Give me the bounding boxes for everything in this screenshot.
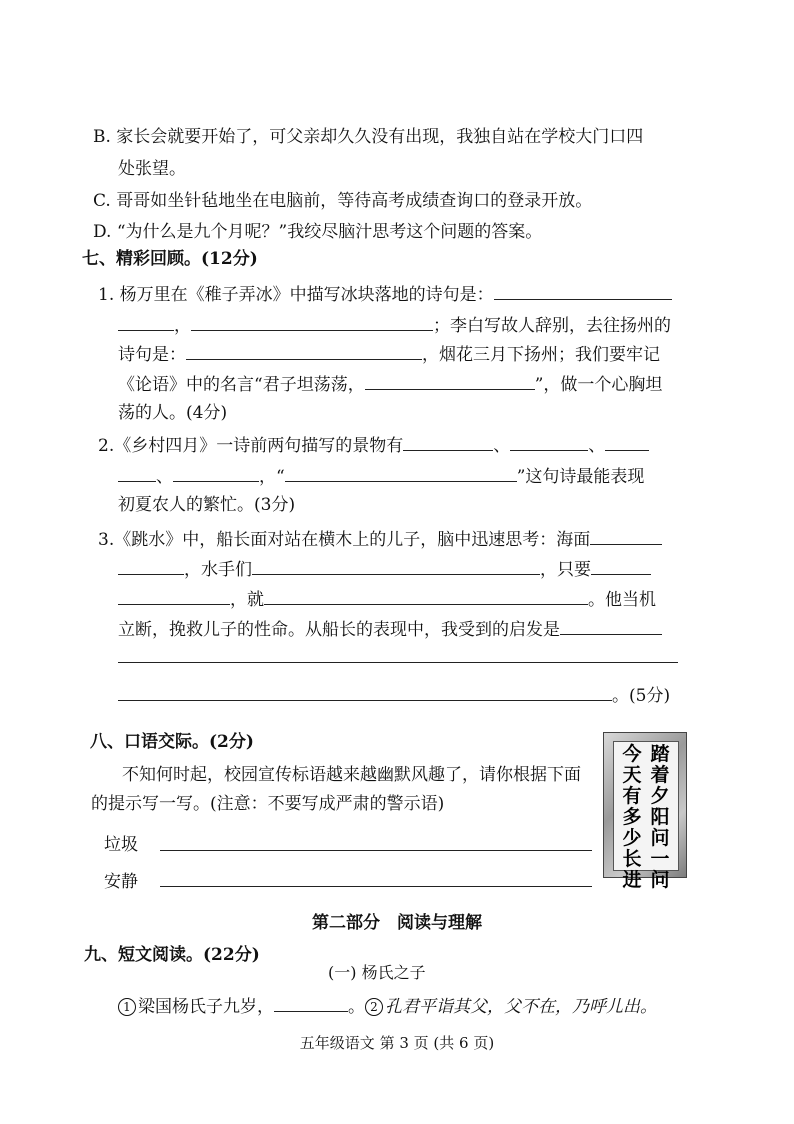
q3-line3-a: ，就 bbox=[230, 590, 264, 610]
option-b-line1: B. 家长会就要开始了，可父亲却久久没有出现，我独自站在学校大门口四 bbox=[93, 127, 644, 147]
garbage-answer-line[interactable] bbox=[160, 850, 592, 851]
passage-text-a: 梁国杨氏子九岁， bbox=[138, 997, 274, 1017]
q3-line3-b: 。他当机 bbox=[588, 590, 656, 610]
q1-line4-end: ”，做一个心胸坦 bbox=[534, 375, 663, 395]
q2-line3: 初夏农人的繁忙。(3分) bbox=[118, 495, 296, 515]
slogan-right-column: 踏着夕阳问一问 bbox=[650, 743, 670, 891]
q1-line2 bbox=[118, 314, 671, 337]
q1-line3 bbox=[118, 343, 660, 366]
q1-line1 bbox=[98, 283, 672, 306]
prompt-garbage: 垃圾 bbox=[104, 835, 138, 855]
q2-blank-6[interactable] bbox=[285, 465, 517, 482]
q2-blank-3[interactable] bbox=[605, 434, 649, 451]
q1-comma: ， bbox=[174, 316, 191, 336]
q2-line2-end: ”这句诗最能表现 bbox=[516, 467, 645, 487]
option-c: C. 哥哥如坐针毡地坐在电脑前，等待高考成绩查询口的登录开放。 bbox=[93, 191, 593, 211]
q1-blank-4[interactable] bbox=[186, 343, 422, 360]
q1-blank-5[interactable] bbox=[365, 373, 535, 390]
q3-blank-2[interactable] bbox=[118, 558, 184, 575]
q2-blank-2[interactable] bbox=[510, 434, 588, 451]
q3-line2-a: ，水手们 bbox=[184, 560, 252, 580]
q1-line4 bbox=[118, 373, 662, 396]
q3-line4-text: 立断，挽救儿子的性命。从船长的表现中，我受到的启发是 bbox=[118, 620, 560, 640]
q2-sep1: 、 bbox=[493, 436, 511, 456]
q3-blank-4[interactable] bbox=[591, 558, 651, 575]
q3-blank-5[interactable] bbox=[118, 588, 230, 605]
q1-line3-end: ，烟花三月下扬州；我们要牢记 bbox=[422, 345, 660, 365]
q3-answer-rule-1[interactable] bbox=[118, 662, 678, 663]
passage-text-c: 孔君平诣其父，父不在，乃呼儿出。 bbox=[385, 997, 657, 1017]
q2-blank-4[interactable] bbox=[118, 465, 156, 482]
section8-heading: 八、口语交际。(2分) bbox=[90, 732, 254, 752]
q1-libai-text: ；李白写故人辞别，去往扬州的 bbox=[433, 316, 671, 336]
q3-score: 。(5分) bbox=[612, 686, 671, 706]
q2-line2 bbox=[118, 465, 644, 488]
q3-blank-6[interactable] bbox=[264, 588, 588, 605]
section7-heading: 七、精彩回顾。(12分) bbox=[82, 249, 258, 269]
q2-blank-1[interactable] bbox=[403, 434, 493, 451]
q2-line2-sep: 、 bbox=[156, 467, 173, 487]
slogan-sign-image bbox=[603, 732, 687, 891]
passage-line-1 bbox=[118, 995, 657, 1018]
q2-line1 bbox=[98, 434, 649, 457]
sentence-number-2: 2 bbox=[365, 998, 383, 1016]
passage-blank-1[interactable] bbox=[274, 995, 348, 1012]
q1-blank-3[interactable] bbox=[191, 314, 433, 331]
q3-line1 bbox=[98, 528, 662, 551]
q3-answer-rule-2[interactable] bbox=[118, 684, 612, 701]
q3-blank-7[interactable] bbox=[560, 618, 662, 635]
sentence-number-1: 1 bbox=[118, 998, 136, 1016]
passage-text-b: 。 bbox=[348, 997, 365, 1017]
q3-blank-3[interactable] bbox=[252, 558, 540, 575]
part2-title: 第二部分 阅读与理解 bbox=[312, 913, 482, 933]
quiet-answer-line[interactable] bbox=[160, 886, 592, 887]
q1-line3-start: 诗句是： bbox=[118, 345, 186, 365]
q3-blank-1[interactable] bbox=[590, 528, 662, 545]
q3-line3 bbox=[118, 588, 656, 611]
q2-sep2: 、 bbox=[588, 436, 606, 456]
section8-intro-2: 的提示写一写。(注意：不要写成严肃的警示语) bbox=[91, 794, 445, 814]
passage-title: (一) 杨氏之子 bbox=[328, 963, 426, 982]
prompt-quiet: 安静 bbox=[104, 872, 138, 892]
q1-blank-1[interactable] bbox=[494, 283, 672, 300]
option-b-line2: 处张望。 bbox=[118, 159, 186, 179]
option-d: D. “为什么是九个月呢？”我绞尽脑汁思考这个问题的答案。 bbox=[93, 222, 543, 242]
q2-line2-comma: ，“ bbox=[259, 467, 285, 487]
q3-line2 bbox=[118, 558, 651, 581]
q1-line5: 荡的人。(4分) bbox=[118, 403, 228, 423]
page-footer: 五年级语文 第 3 页 (共 6 页) bbox=[299, 1034, 495, 1052]
q1-line1-text: 1. 杨万里在《稚子弄冰》中描写冰块落地的诗句是： bbox=[98, 285, 494, 305]
q3-line1-text: 3.《跳水》中，船长面对站在横木上的儿子，脑中迅速思考：海面 bbox=[98, 530, 591, 550]
slogan-board bbox=[613, 741, 679, 891]
q2-line1-text: 2.《乡村四月》一诗前两句描写的景物有 bbox=[98, 436, 404, 456]
q1-blank-2[interactable] bbox=[118, 314, 174, 331]
q3-line6 bbox=[118, 684, 670, 707]
q1-line4-start: 《论语》中的名言“君子坦荡荡， bbox=[118, 375, 365, 395]
q3-line2-b: ，只要 bbox=[540, 560, 591, 580]
slogan-left-column: 今天有多少长进 bbox=[622, 743, 642, 891]
q2-blank-5[interactable] bbox=[173, 465, 259, 482]
section9-heading: 九、短文阅读。(22分) bbox=[84, 945, 260, 965]
section8-intro-1: 不知何时起，校园宣传标语越来越幽默风趣了，请你根据下面 bbox=[122, 765, 581, 785]
q3-line4 bbox=[118, 618, 662, 641]
